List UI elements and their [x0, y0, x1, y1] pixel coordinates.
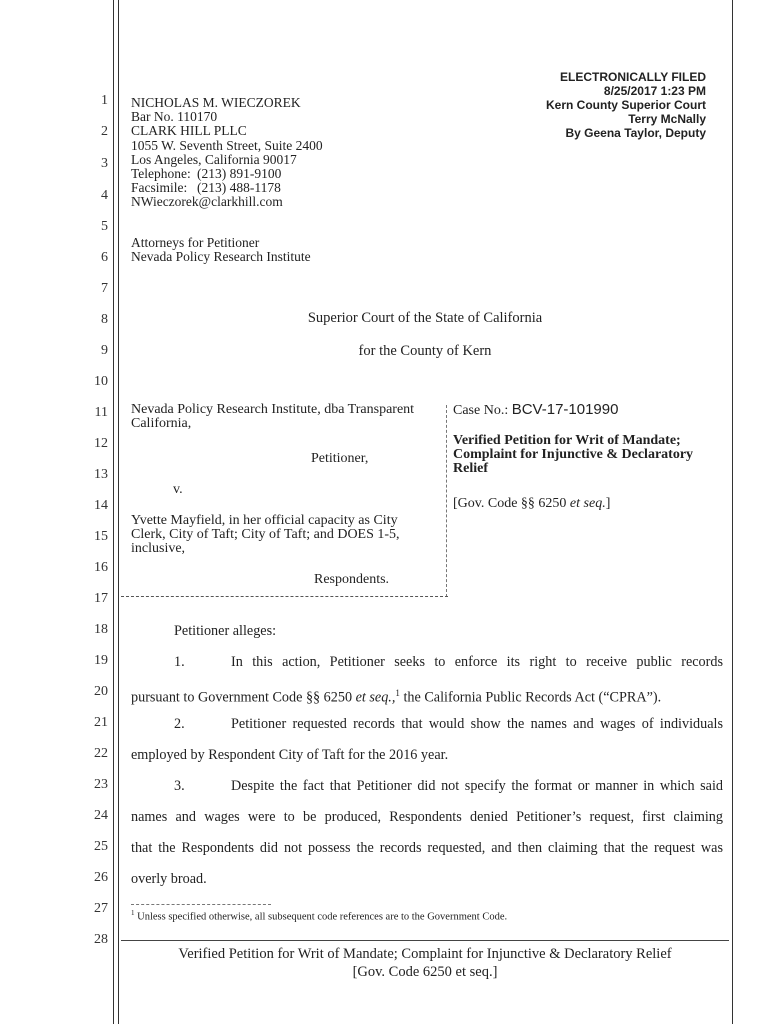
facsimile-number: (213) 488-1178 — [197, 180, 281, 196]
line-number: 26 — [94, 870, 108, 885]
line-number: 11 — [94, 405, 108, 420]
counsel-bar: Bar No. 110170 — [131, 109, 218, 125]
line-number: 12 — [94, 436, 108, 451]
paragraph-3-text: Despite the fact that Petitioner did not specify the format or manner in which said — [231, 778, 723, 794]
line-number: 25 — [94, 839, 108, 854]
counsel-firm: CLARK HILL PLLC — [131, 123, 247, 139]
line-number: 24 — [94, 808, 108, 823]
line-number: 27 — [94, 901, 108, 916]
telephone-label: Telephone: — [131, 166, 191, 182]
pleading-title: Verified Petition for Writ of Mandate; Complaint for Injunctive & Declaratory Relief — [453, 433, 694, 477]
counsel-email: NWieczorek@clarkhill.com — [131, 194, 283, 210]
paragraph-1-line-1 — [131, 653, 723, 671]
filing-datetime: 8/25/2017 1:23 PM — [603, 84, 706, 98]
paragraph-number: 1. — [174, 654, 185, 670]
paragraph-2-text: Petitioner requested records that would show the names and wages of individuals — [231, 716, 723, 732]
line-number: 9 — [101, 343, 108, 358]
code-citation — [453, 497, 610, 511]
footer-title: Verified Petition for Writ of Mandate; Complaint for Injunctive & Declaratory Relief — [178, 946, 672, 962]
left-margin-rule-inner — [118, 0, 119, 1024]
footnote-text: Unless specified otherwise, all subsequent code references are to the Government Code. — [137, 911, 508, 923]
paragraph-3-line-4: overly broad. — [131, 871, 207, 887]
counsel-name: NICHOLAS M. WIECZOREK — [131, 95, 301, 110]
case-number-label: Case No.: — [453, 403, 509, 418]
footer-citation: [Gov. Code 6250 et seq.] — [352, 964, 498, 980]
counsel-city: Los Angeles, California 90017 — [131, 151, 297, 167]
paragraph-number: 3. — [174, 778, 185, 794]
attorneys-for: Attorneys for Petitioner — [131, 235, 260, 250]
line-number: 18 — [94, 622, 108, 637]
respondents-label: Respondents. — [314, 572, 390, 587]
line-number: 10 — [94, 374, 108, 389]
petitioner-name: Nevada Policy Research Institute, dba Transparent California, — [131, 402, 415, 432]
line-number: 13 — [94, 467, 108, 482]
paragraph-3-line-1 — [131, 777, 723, 795]
line-number: 22 — [94, 746, 108, 761]
line-number: 23 — [94, 777, 108, 792]
telephone-number: (213) 891-9100 — [197, 166, 282, 182]
footnote-rule — [131, 904, 271, 905]
line-number: 28 — [94, 932, 108, 947]
court-county: for the County of Kern — [358, 343, 492, 359]
line-number: 7 — [101, 281, 108, 296]
line-number: 3 — [101, 156, 108, 171]
intro-text: Petitioner alleges: — [174, 623, 277, 639]
court-name: Superior Court of the State of California — [307, 310, 543, 326]
line-number: 19 — [94, 653, 108, 668]
caption-divider — [446, 405, 447, 597]
case-number — [453, 403, 728, 418]
line-number: 17 — [94, 591, 108, 606]
line-number: 15 — [94, 529, 108, 544]
line-number: 16 — [94, 560, 108, 575]
filing-deputy: By Geena Taylor, Deputy — [565, 126, 706, 140]
footnote-mark: 1 — [131, 909, 135, 917]
paragraph-number: 2. — [174, 716, 185, 732]
counsel-telephone — [131, 167, 323, 181]
footnote-reference: 1 — [395, 688, 400, 698]
facsimile-label: Facsimile: — [131, 180, 188, 196]
counsel-facsimile — [131, 181, 323, 195]
paragraph-3-line-3: that the Respondents did not possess the records requested, and then claiming that the request was — [131, 840, 723, 856]
counsel-street: 1055 W. Seventh Street, Suite 2400 — [131, 137, 323, 153]
line-number: 1 — [101, 93, 108, 108]
footer-rule — [121, 940, 729, 941]
line-number: 6 — [101, 250, 108, 265]
filing-status: ELECTRONICALLY FILED — [559, 70, 706, 84]
left-margin-rule-outer — [113, 0, 114, 1024]
paragraph-1-cite: pursuant to Government Code §§ 6250 — [131, 689, 353, 706]
paragraph-1-line-2 — [131, 684, 723, 707]
paragraph-1-italic: et seq., — [355, 689, 396, 706]
filing-clerk: Terry McNally — [628, 112, 706, 126]
line-number: 2 — [101, 124, 108, 139]
line-number: 4 — [101, 188, 108, 203]
paragraph-1-act: the California Public Records Act (“CPRA”). — [403, 689, 662, 706]
paragraph-2-line-1 — [131, 715, 723, 733]
filing-court: Kern County Superior Court — [545, 98, 706, 112]
line-number: 21 — [94, 715, 108, 730]
petitioner-label: Petitioner, — [311, 451, 369, 466]
caption-parties — [131, 402, 431, 587]
versus: v. — [173, 482, 183, 497]
caption-case-info — [453, 401, 728, 511]
line-number: 14 — [94, 498, 108, 513]
client-name: Nevada Policy Research Institute — [131, 249, 311, 265]
code-citation-suffix: ] — [605, 496, 611, 511]
paragraph-1-text: In this action, Petitioner seeks to enforce its right to receive public records — [231, 654, 723, 670]
paragraph-3-line-2: names and wages were to be produced, Respondents denied Petitioner’s request, first claiming — [131, 809, 723, 825]
attorneys-for-block — [131, 236, 311, 264]
respondent-name: Yvette Mayfield, in her official capacity as City Clerk, City of Taft; City of Taft; and DOES 1-5, inclusive, — [131, 513, 400, 557]
line-number: 5 — [101, 219, 108, 234]
counsel-block — [131, 96, 323, 210]
paragraph-2-line-2: employed by Respondent City of Taft for the 2016 year. — [131, 747, 449, 763]
case-number-value: BCV-17-101990 — [511, 401, 619, 418]
footnote — [131, 909, 507, 923]
caption-bottom-rule — [121, 596, 448, 597]
electronic-filing-stamp — [546, 70, 706, 140]
code-citation-prefix: [Gov. Code §§ 6250 — [453, 496, 567, 511]
line-number: 8 — [101, 312, 108, 327]
right-margin-rule — [732, 0, 733, 1024]
code-citation-italic: et seq. — [569, 496, 606, 511]
line-number: 20 — [94, 684, 108, 699]
